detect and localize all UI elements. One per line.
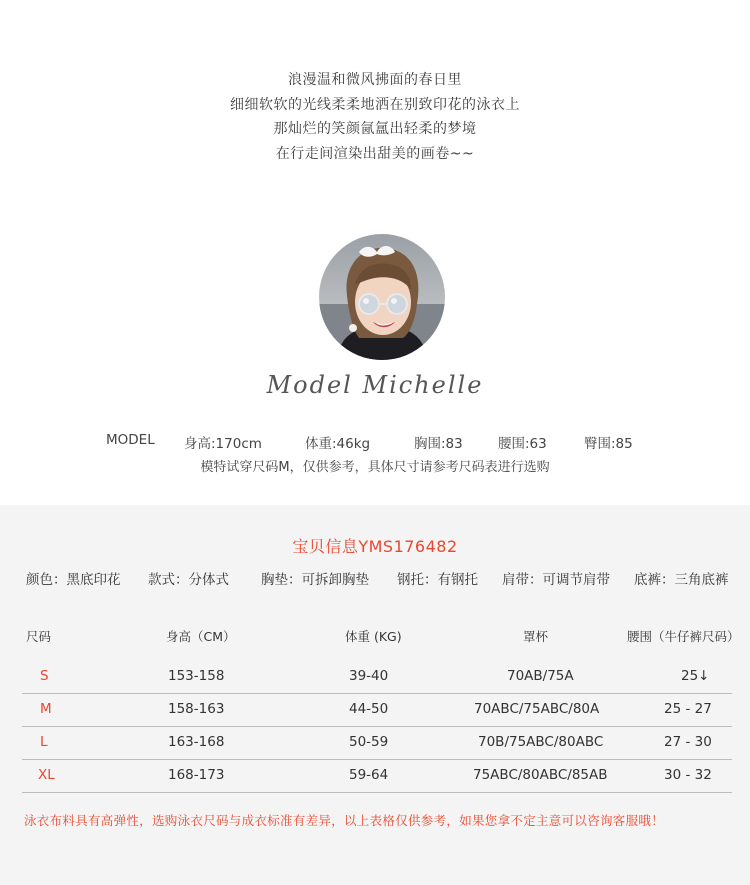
waist-cell: 25↓ <box>681 668 710 684</box>
height-cell: 168-173 <box>168 767 225 783</box>
product-attributes <box>0 568 750 586</box>
height-cell: 153-158 <box>168 668 225 684</box>
waist-cell: 30 - 32 <box>664 767 712 783</box>
model-label: MODEL <box>106 432 155 448</box>
attr-color: 颜色：黑底印花 <box>26 572 121 588</box>
attr-padding: 胸垫：可拆卸胸垫 <box>261 572 369 588</box>
weight-cell: 39-40 <box>349 668 389 684</box>
height-cell: 163-168 <box>168 734 225 750</box>
poem-line: 浪漫温和微风拂面的春日里 <box>288 72 462 88</box>
size-row-l <box>22 726 732 760</box>
intro-poem <box>0 68 750 166</box>
product-info-title: 宝贝信息YMS176482 <box>292 537 458 556</box>
attr-style: 款式：分体式 <box>148 572 229 588</box>
size-row-s <box>22 660 732 694</box>
attr-underwire: 钢托：有钢托 <box>397 572 478 588</box>
poem-line: 细细软软的光线柔柔地洒在别致印花的泳衣上 <box>230 96 520 113</box>
header-height: 身高（CM） <box>166 629 236 644</box>
model-bust: 胸围:83 <box>414 436 463 452</box>
weight-cell: 44-50 <box>349 701 389 717</box>
model-hip: 臀围:85 <box>584 436 633 452</box>
waist-cell: 27 - 30 <box>664 734 712 750</box>
size-cell: L <box>40 734 48 750</box>
attr-bottom: 底裤：三角底裤 <box>634 572 729 588</box>
model-fit-note: 模特试穿尺码M，仅供参考，具体尺寸请参考尺码表进行选购 <box>200 460 550 475</box>
size-cell: XL <box>38 767 55 783</box>
model-signature: Model Michelle <box>266 371 484 399</box>
poem-line: 那灿烂的笑颜氤氲出轻柔的梦境 <box>273 121 477 137</box>
model-photo <box>319 234 445 360</box>
cup-cell: 70ABC/75ABC/80A <box>474 701 600 717</box>
header-waist: 腰围（牛仔裤尺码） <box>627 629 740 644</box>
cup-cell: 70AB/75A <box>507 668 574 684</box>
size-row-m <box>22 693 732 727</box>
model-waist: 腰围:63 <box>498 436 547 452</box>
attr-strap: 肩带：可调节肩带 <box>502 572 610 588</box>
header-weight: 体重 (KG) <box>345 629 402 644</box>
cup-cell: 75ABC/80ABC/85AB <box>473 767 608 783</box>
cup-cell: 70B/75ABC/80ABC <box>478 734 604 750</box>
size-disclaimer: 泳衣布料具有高弹性，选购泳衣尺码与成衣标准有差异，以上表格仅供参考，如果您拿不定主意可以咨询客服哦！ <box>24 813 665 828</box>
header-size: 尺码 <box>26 629 52 644</box>
size-cell: M <box>40 701 52 717</box>
model-height: 身高:170cm <box>184 436 262 452</box>
header-cup: 罩杯 <box>523 629 549 644</box>
model-measurements <box>0 432 750 450</box>
poem-line: 在行走间渲染出甜美的画卷~~ <box>275 145 475 162</box>
size-cell: S <box>40 668 49 684</box>
size-row-xl <box>22 759 732 793</box>
weight-cell: 50-59 <box>349 734 389 750</box>
weight-cell: 59-64 <box>349 767 389 783</box>
product-info-section <box>0 505 750 885</box>
model-avatar <box>319 234 445 360</box>
waist-cell: 25 - 27 <box>664 701 712 717</box>
model-weight: 体重:46kg <box>305 436 371 452</box>
height-cell: 158-163 <box>168 701 225 717</box>
